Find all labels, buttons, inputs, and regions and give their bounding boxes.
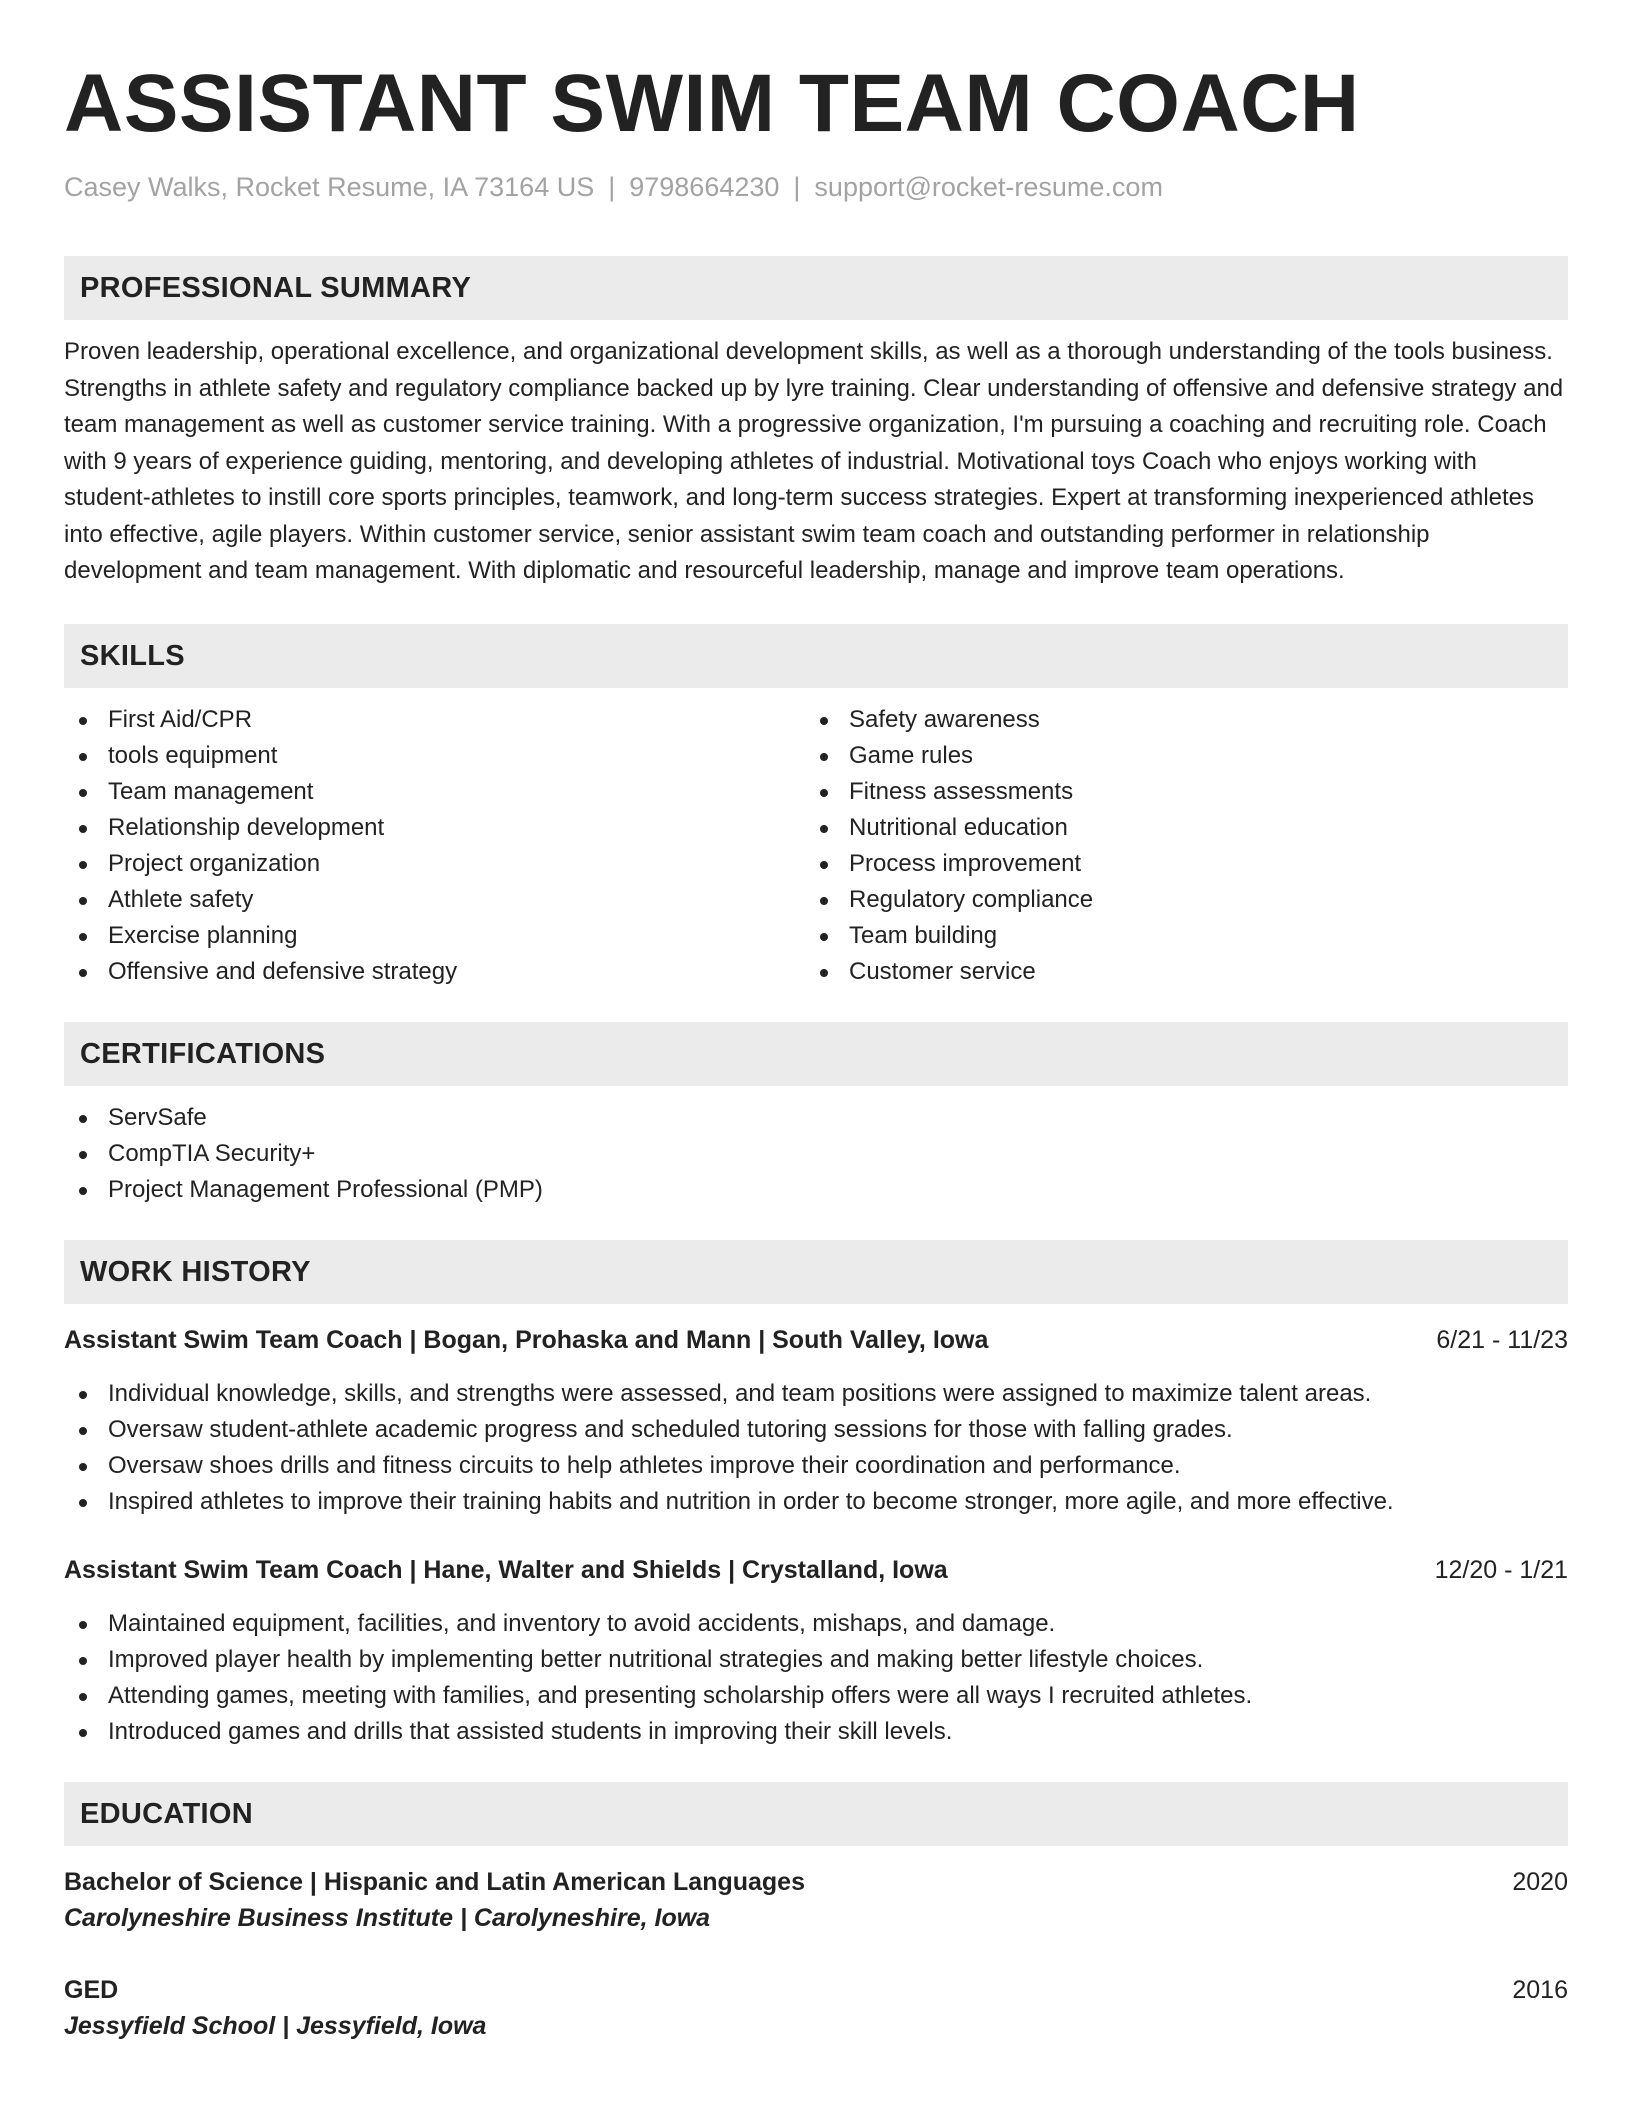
skill-item: Exercise planning <box>64 918 805 954</box>
certification-item: CompTIA Security+ <box>64 1136 1568 1172</box>
job-bullets <box>64 1376 1568 1520</box>
job-bullet: Oversaw shoes drills and fitness circuits to help athletes improve their coordination and performance. <box>64 1448 1568 1484</box>
skill-item: Regulatory compliance <box>805 882 1546 918</box>
contact-email: support@rocket-resume.com <box>814 172 1163 202</box>
skill-item: Athlete safety <box>64 882 805 918</box>
skill-item: Fitness assessments <box>805 774 1546 810</box>
education-year: 2016 <box>1512 1975 1568 2004</box>
job-title: Assistant Swim Team Coach | Hane, Walter and Shields | Crystalland, Iowa <box>64 1555 948 1584</box>
job-bullet: Maintained equipment, facilities, and inventory to avoid accidents, mishaps, and damage. <box>64 1606 1568 1642</box>
job-title: Assistant Swim Team Coach | Bogan, Prohaska and Mann | South Valley, Iowa <box>64 1325 989 1354</box>
job-bullets <box>64 1606 1568 1750</box>
education-year: 2020 <box>1512 1867 1568 1896</box>
education-header <box>64 1972 1568 2008</box>
skill-item: Process improvement <box>805 846 1546 882</box>
job-dates: 6/21 - 11/23 <box>1436 1325 1568 1354</box>
job-bullet: Introduced games and drills that assisted students in improving their skill levels. <box>64 1714 1568 1750</box>
skill-item: Safety awareness <box>805 702 1546 738</box>
contact-phone: 9798664230 <box>629 172 780 202</box>
skill-item: Relationship development <box>64 810 805 846</box>
section-header-work-history: WORK HISTORY <box>64 1240 1568 1304</box>
job-dates: 12/20 - 1/21 <box>1434 1555 1568 1584</box>
education-school: Jessyfield School | Jessyfield, Iowa <box>64 2011 487 2040</box>
skill-item: Game rules <box>805 738 1546 774</box>
job-bullet: Improved player health by implementing better nutritional strategies and making better lifestyle choices. <box>64 1642 1568 1678</box>
job-entry <box>64 1552 1568 1750</box>
section-header-summary: PROFESSIONAL SUMMARY <box>64 256 1568 320</box>
skill-item: First Aid/CPR <box>64 702 805 738</box>
resume-title: ASSISTANT SWIM TEAM COACH <box>64 58 1360 149</box>
skills-grid <box>64 702 1568 990</box>
skill-item: Nutritional education <box>805 810 1546 846</box>
certification-item: ServSafe <box>64 1100 1568 1136</box>
contact-address: Casey Walks, Rocket Resume, IA 73164 US <box>64 172 595 202</box>
section-header-skills: SKILLS <box>64 624 1568 688</box>
skill-item: Project organization <box>64 846 805 882</box>
job-bullet: Inspired athletes to improve their training habits and nutrition in order to become stronger, more agile, and more effective. <box>64 1484 1568 1520</box>
skill-item: Customer service <box>805 954 1546 990</box>
section-header-certifications: CERTIFICATIONS <box>64 1022 1568 1086</box>
job-header <box>64 1322 1568 1358</box>
education-header <box>64 1864 1568 1900</box>
contact-separator: | <box>608 172 616 202</box>
job-bullet: Attending games, meeting with families, and presenting scholarship offers were all ways I recruited athletes. <box>64 1678 1568 1714</box>
skill-item: tools equipment <box>64 738 805 774</box>
job-entry <box>64 1322 1568 1520</box>
education-school: Carolyneshire Business Institute | Carolyneshire, Iowa <box>64 1903 711 1932</box>
education-degree: Bachelor of Science | Hispanic and Latin American Languages <box>64 1867 805 1896</box>
education-degree: GED <box>64 1975 119 2004</box>
skills-list-left <box>64 702 805 990</box>
contact-line <box>64 170 1568 204</box>
certification-item: Project Management Professional (PMP) <box>64 1172 1568 1208</box>
skill-item: Team building <box>805 918 1546 954</box>
skill-item: Team management <box>64 774 805 810</box>
summary-text: Proven leadership, operational excellence, and organizational development skills, as well as a thorough understanding of the tools business. Strengths in athlete safety and regulatory compliance backed up by lyre training. Clear understanding of offensive and defensive strategy and team management as well as customer service training. With a progressive organization, I'm pursuing a coaching and recruiting role. Coach with 9 years of experience guiding, mentoring, and developing athletes of industrial. Motivational toys Coach who enjoys working with student-athletes to instill core sports principles, teamwork, and long-term success strategies. Expert at transforming inexperienced athletes into effective, agile players. Within customer service, senior assistant swim team coach and outstanding performer in relationship development and team management. With diplomatic and resourceful leadership, manage and improve team operations. <box>64 338 1564 584</box>
education-entry <box>64 1972 1568 2044</box>
education-entry <box>64 1864 1568 1936</box>
job-header <box>64 1552 1568 1588</box>
skill-item: Offensive and defensive strategy <box>64 954 805 990</box>
contact-separator: | <box>793 172 801 202</box>
certifications-list <box>64 1100 1568 1208</box>
section-header-education: EDUCATION <box>64 1782 1568 1846</box>
skills-list-right <box>805 702 1546 990</box>
job-bullet: Oversaw student-athlete academic progress and scheduled tutoring sessions for those with falling grades. <box>64 1412 1568 1448</box>
job-bullet: Individual knowledge, skills, and strengths were assessed, and team positions were assigned to maximize talent areas. <box>64 1376 1568 1412</box>
